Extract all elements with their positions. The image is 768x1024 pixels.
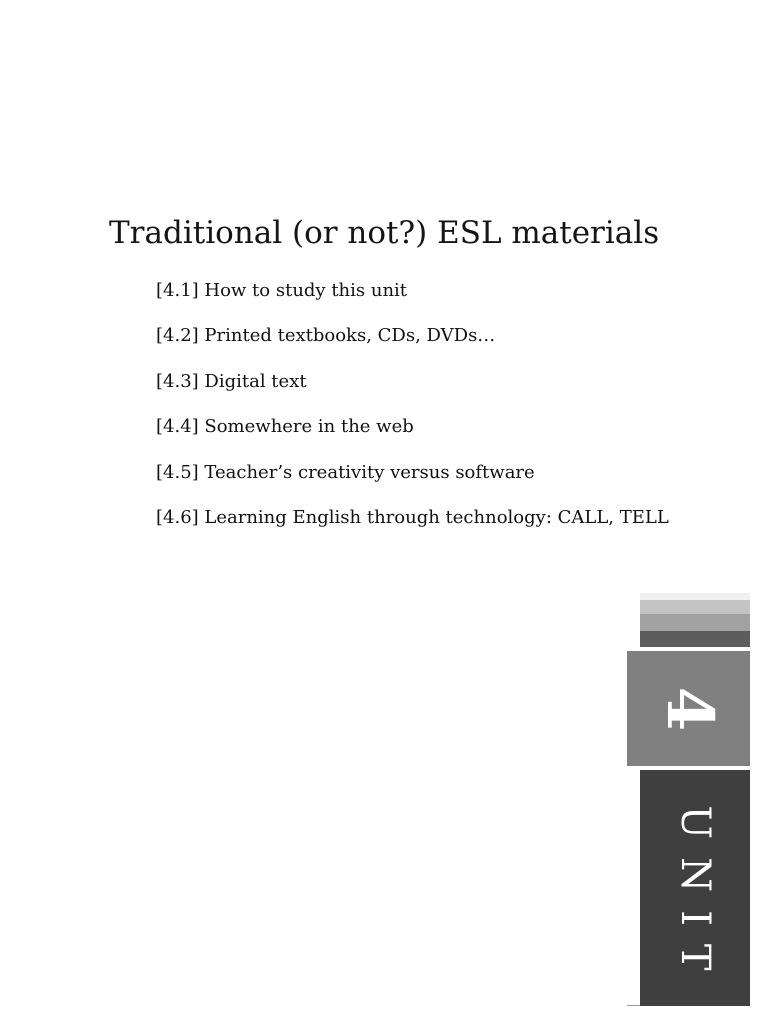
unit-number-box — [627, 651, 750, 766]
page-title: Traditional (or not?) ESL materials — [109, 215, 660, 251]
toc-item-4-6: [4.6] Learning English through technology: CALL, TELL — [156, 506, 669, 528]
unit-label-box — [640, 770, 750, 1006]
unit-label: UNIT — [672, 805, 718, 989]
unit-number: 4 — [651, 686, 727, 731]
toc-item-4-4: [4.4] Somewhere in the web — [156, 416, 414, 438]
unit-tab-stripe-medium — [640, 614, 750, 631]
table-of-contents — [156, 278, 669, 550]
unit-tab-stripe-light — [640, 600, 750, 614]
toc-item-4-1: [4.1] How to study this unit — [156, 280, 408, 301]
toc-item-4-5: [4.5] Teacher’s creativity versus software — [156, 461, 535, 483]
toc-item-4-3: [4.3] Digital text — [156, 370, 307, 392]
unit-tab-stripe-dark — [640, 631, 750, 647]
unit-tab-stripe-lightest — [640, 593, 750, 600]
toc-item-4-2: [4.2] Printed textbooks, CDs, DVDs… — [156, 325, 496, 347]
unit-tab-rule — [627, 1005, 640, 1006]
